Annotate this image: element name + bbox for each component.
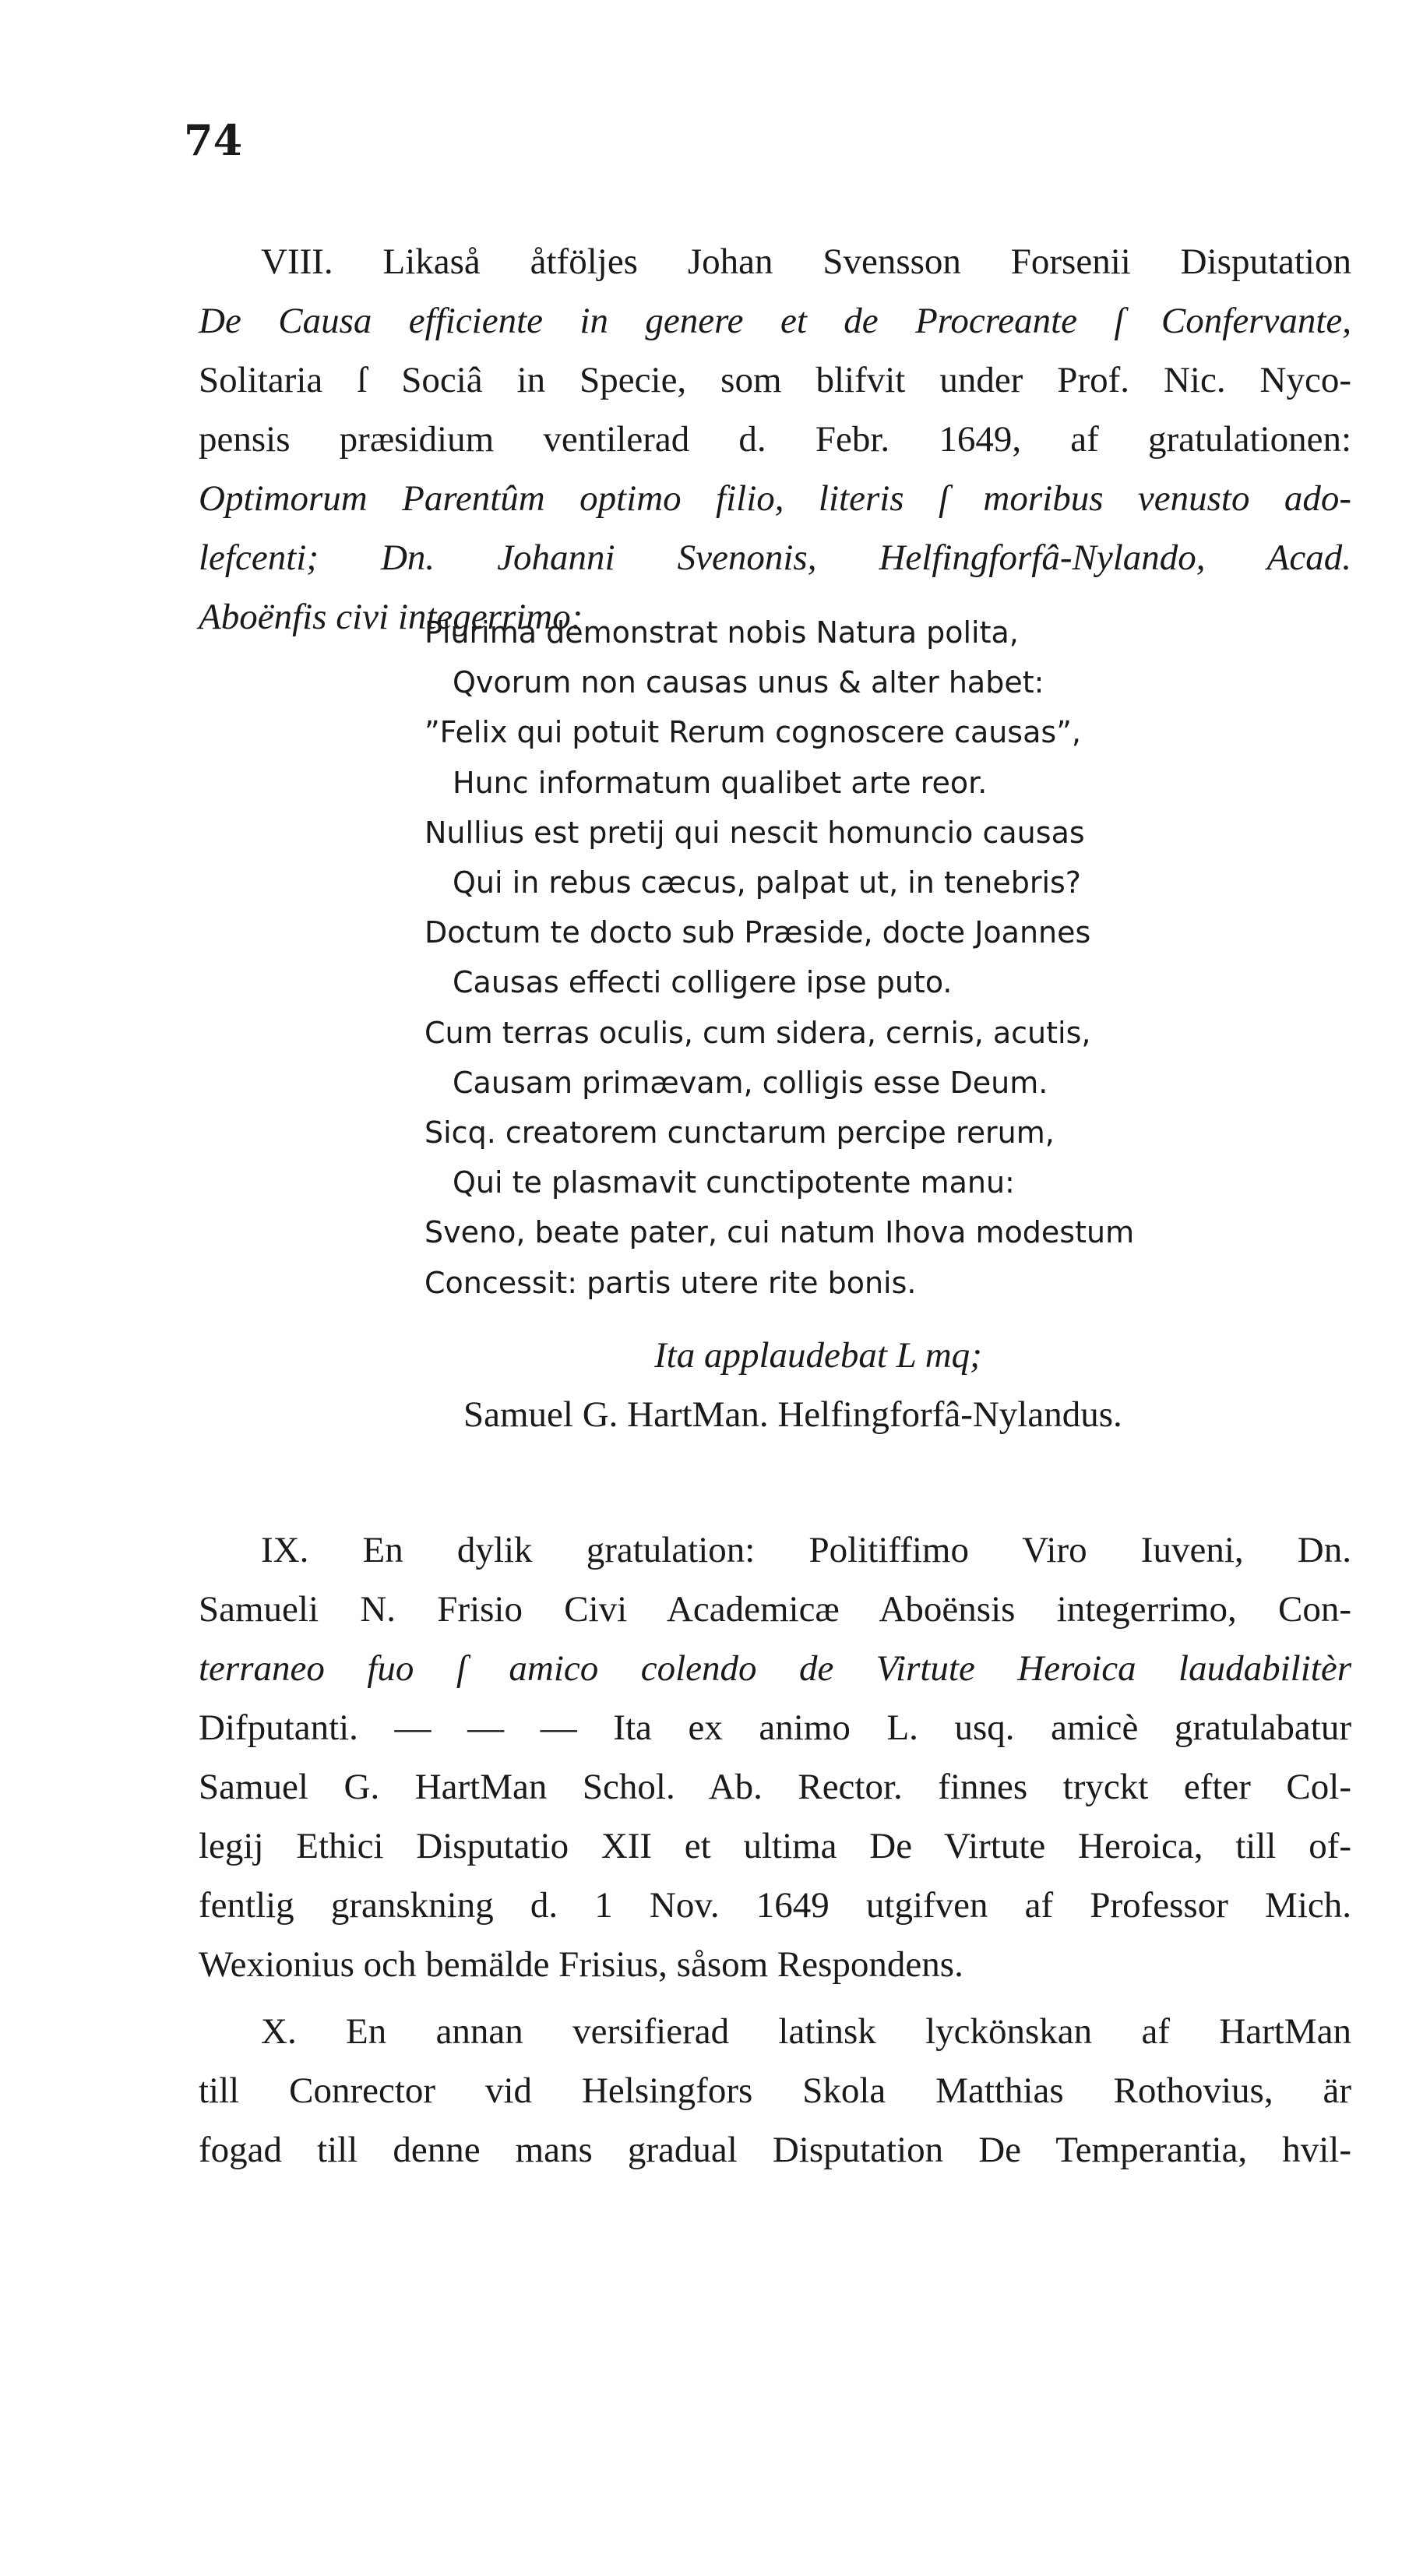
poem-verse: Doctum te docto sub Præside, docte Joannes <box>424 915 1091 950</box>
section-x-line: X. En annan versifierad latinsk lyckönskan af HartMan <box>261 2011 1351 2052</box>
section-ix <box>199 1521 1351 1994</box>
section-ix-line: Wexionius och bemälde Frisius, såsom Respondens. <box>199 1944 963 1985</box>
section-viii-line: Aboënfis civi integerrimo: <box>199 597 583 637</box>
poem-verse: Concessit: partis utere rite bonis. <box>424 1265 917 1300</box>
section-viii-line: De Causa efficiente in genere et de Procreante ſ Confervante, <box>199 301 1351 341</box>
section-viii <box>199 232 1351 647</box>
section-x <box>199 2002 1351 2180</box>
poem-verse: Nullius est pretij qui nescit homuncio causas <box>424 815 1085 850</box>
poem-verse: ”Felix qui potuit Rerum cognoscere causas”, <box>424 715 1081 750</box>
section-viii-line: lefcenti; Dn. Johanni Svenonis, Helfingforfâ-Nylando, Acad. <box>199 537 1351 578</box>
poem <box>424 608 1359 1308</box>
section-ix-line: IX. En dylik gratulation: Politiffimo Viro Iuveni, Dn. <box>261 1530 1351 1570</box>
poem-signature <box>199 1326 1351 1444</box>
section-ix-line: legij Ethici Disputatio XII et ultima De Virtute Heroica, till of- <box>199 1826 1351 1866</box>
poem-verse: Qvorum non causas unus & alter habet: <box>453 665 1044 700</box>
section-x-line: fogad till denne mans gradual Disputation De Temperantia, hvil- <box>199 2130 1351 2170</box>
section-ix-line: Samueli N. Frisio Civi Academicæ Aboënsis integerrimo, Con- <box>199 1589 1351 1630</box>
poem-verse: Hunc informatum qualibet arte reor. <box>453 765 988 800</box>
page-number: 74 <box>184 115 243 165</box>
section-ix-line: Difputanti. — — — Ita ex animo L. usq. amicè gratulabatur <box>199 1707 1351 1748</box>
section-x-line: till Conrector vid Helsingfors Skola Matthias Rothovius, är <box>199 2070 1351 2111</box>
signature-closing: Ita applaudebat L mq; <box>654 1335 982 1376</box>
section-ix-line: terraneo fuo ſ amico colendo de Virtute Heroica laudabilitèr <box>199 1648 1351 1689</box>
poem-verse: Sveno, beate pater, cui natum Ihova modestum <box>424 1215 1135 1250</box>
section-viii-line: Solitaria ſ Sociâ in Specie, som blifvit under Prof. Nic. Nyco- <box>199 360 1351 400</box>
section-ix-line: fentlig granskning d. 1 Nov. 1649 utgifven af Professor Mich. <box>199 1885 1351 1926</box>
poem-verse: Qui in rebus cæcus, palpat ut, in tenebris? <box>453 865 1081 900</box>
poem-verse: Sicq. creatorem cunctarum percipe rerum, <box>424 1115 1055 1151</box>
section-ix-line: Samuel G. HartMan Schol. Ab. Rector. finnes tryckt efter Col- <box>199 1767 1351 1807</box>
poem-verse: Causas effecti colligere ipse puto. <box>453 965 953 1000</box>
poem-verse: Plurima demonstrat nobis Natura polita, <box>424 615 1019 650</box>
poem-verse: Cum terras oculis, cum sidera, cernis, acutis, <box>424 1015 1091 1050</box>
poem-verse: Qui te plasmavit cunctipotente manu: <box>453 1165 1015 1200</box>
section-viii-line: VIII. Likaså åtföljes Johan Svensson Forsenii Disputation <box>261 241 1351 282</box>
section-viii-line: pensis præsidium ventilerad d. Febr. 1649, af gratulationen: <box>199 419 1351 460</box>
poem-verse: Causam primævam, colligis esse Deum. <box>453 1065 1048 1100</box>
section-viii-line: Optimorum Parentûm optimo filio, literis ſ moribus venusto ado- <box>199 478 1351 519</box>
signature-author: Samuel G. HartMan. Helfingforfâ-Nylandus. <box>463 1394 1122 1435</box>
